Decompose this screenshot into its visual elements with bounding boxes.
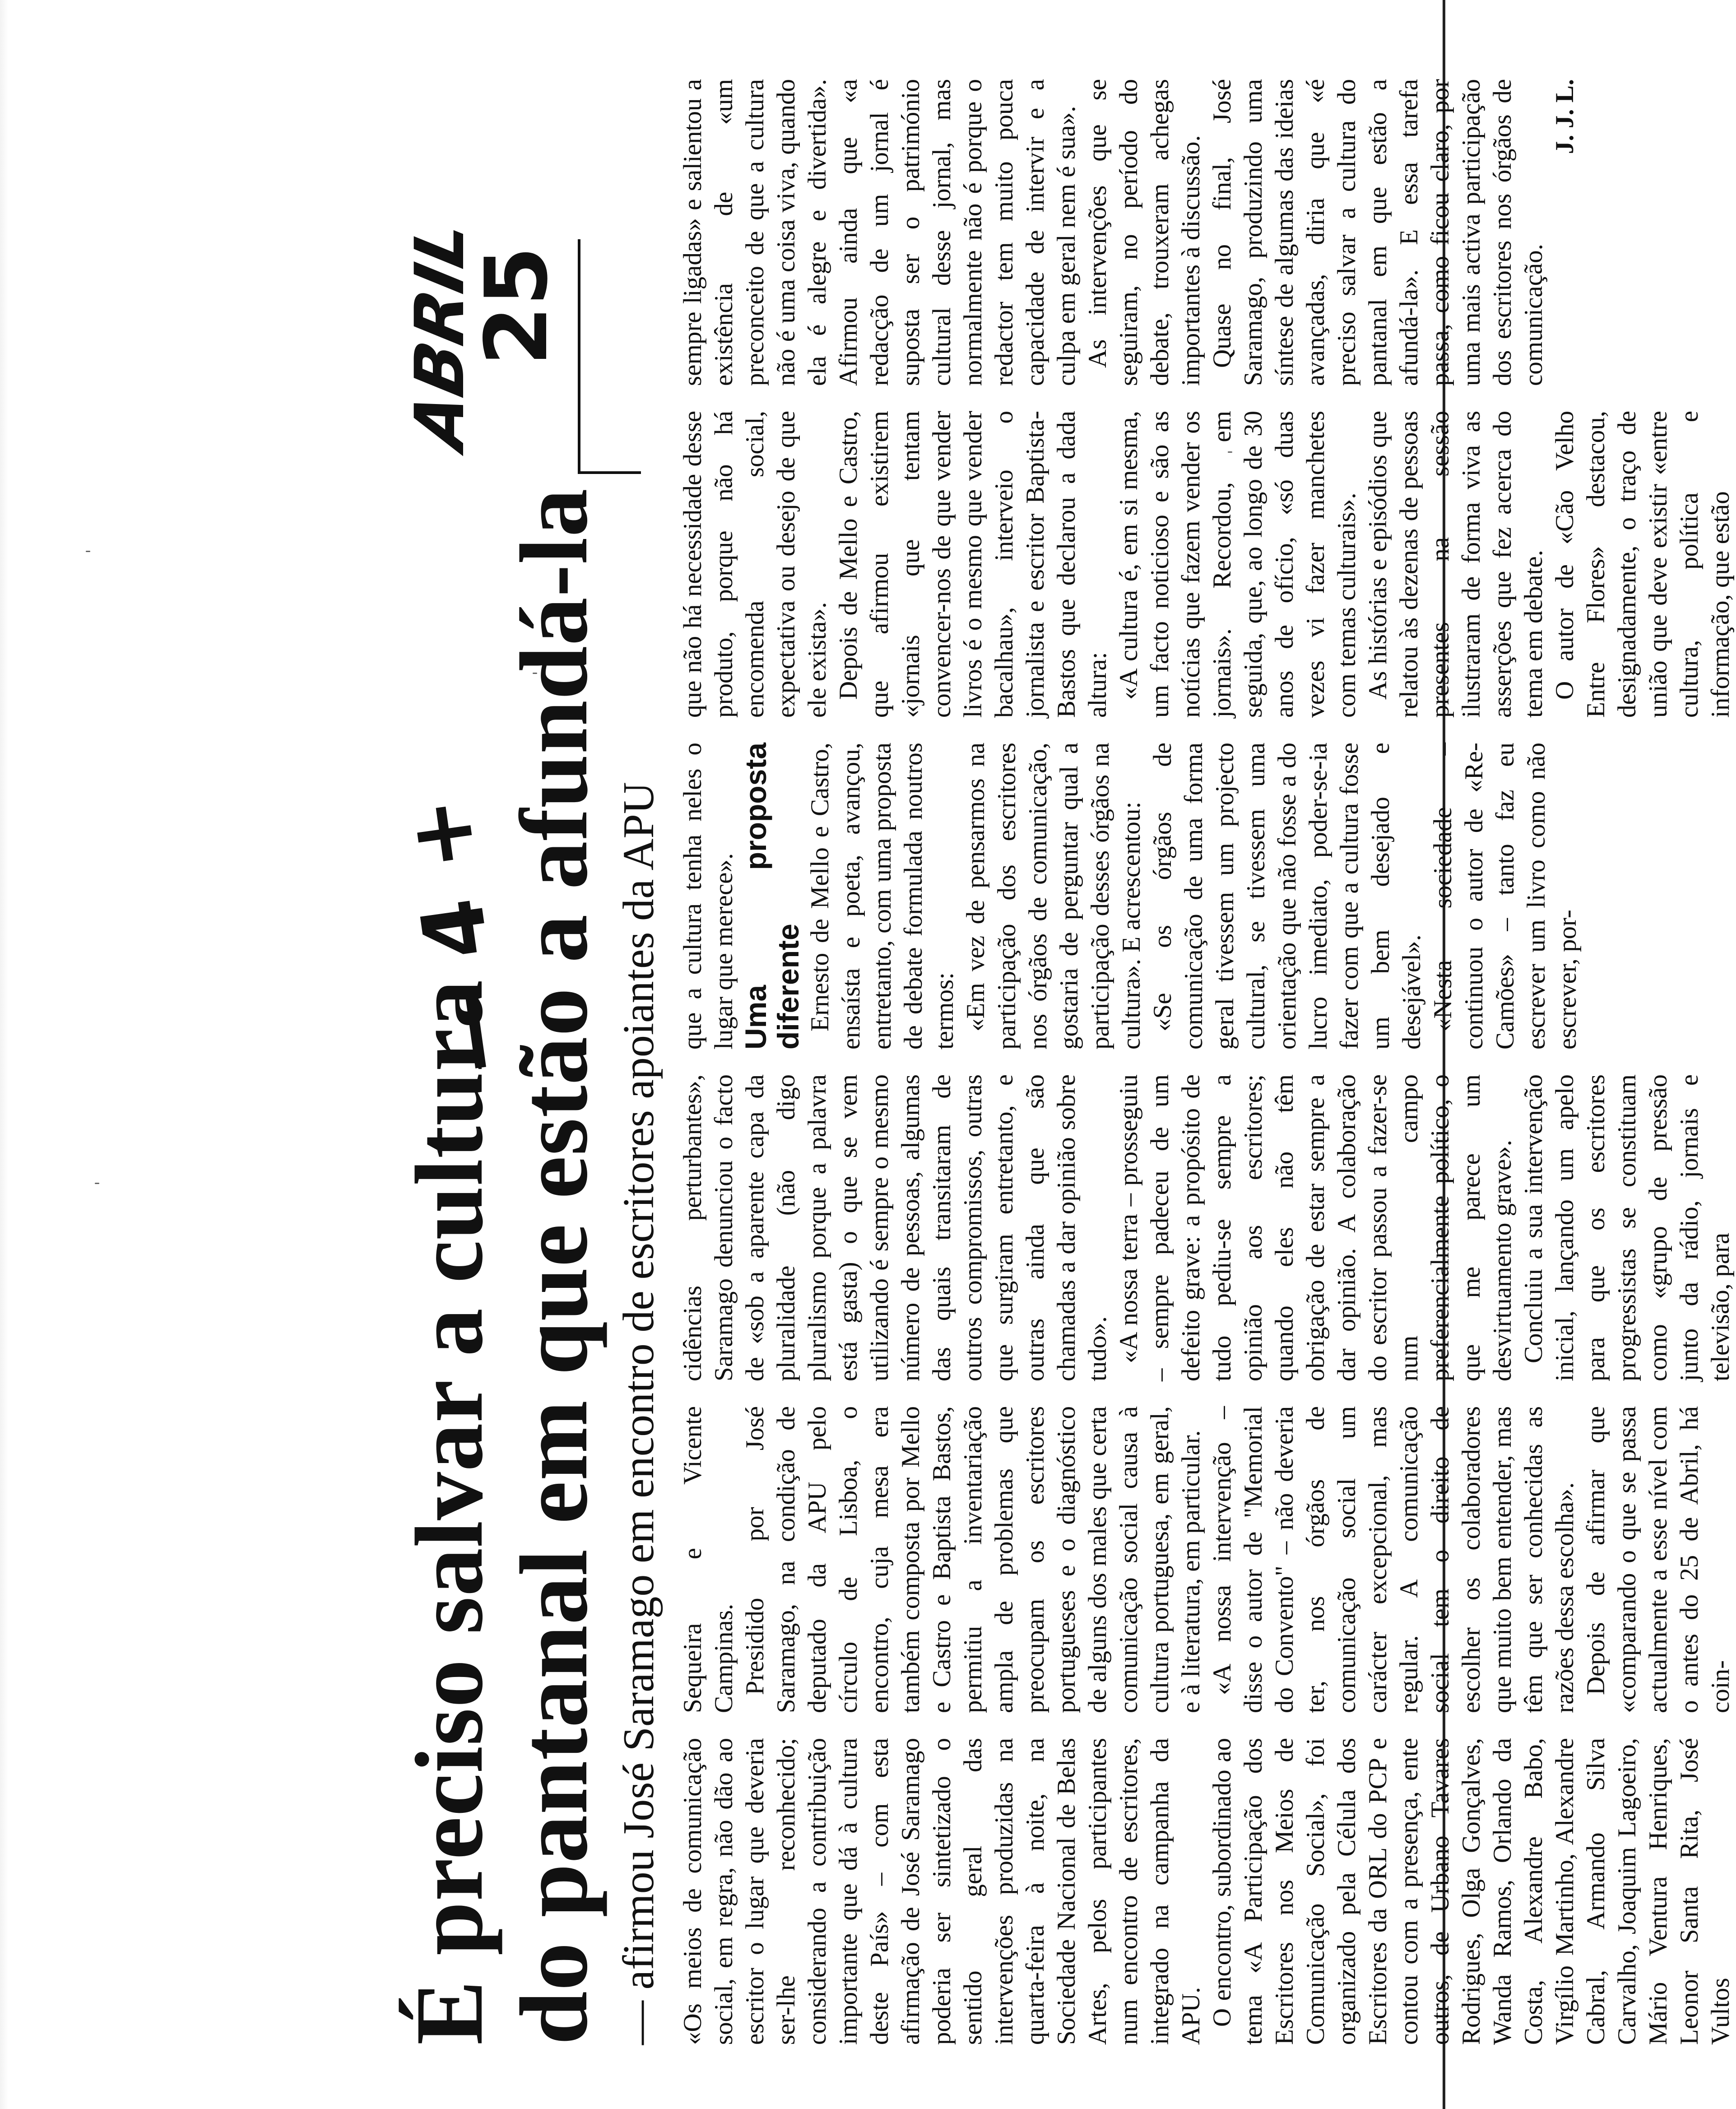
paragraph: Depois de afirmar que «comparando o que se passa actualmente a esse nível com o antes do 25 de Abril, há coin- (1582, 1406, 1735, 1713)
column-2 (677, 1406, 1735, 1713)
paragraph: «Os meios de comunicação social, em regra, não dão ao escritor o lugar que deveria ser-lhe reconhecido; considerando a contribuição importante que dá à cultura deste País» – com esta afirmação de José Saramago poderia ser sintetizado o sentido geral das intervenções produzidas na quarta-feira à noite, na Sociedade Nacional de Belas Artes, pelos participantes num encontro de escritores, integrado na campanha da APU. (678, 1738, 1205, 2045)
stamp-month: ABRIL (401, 214, 479, 455)
paragraph: O encontro, subordinado ao tema «A Participação dos Escritores nos Meios de Comunicação Social», foi organizado pela Célula dos Escritores da ORL do PCP e contou com a presença, ente outros, de Urbano Tavares Rodrigues, Olga Gonçalves, Wanda Ramos, Orlando da Costa, Alexandre Babo, Virgílio Martinho, Alexandre Cabral, Armando Silva Carvalho, Joaquim Lagoeiro, Mário Ventura Henriques, Leonor Santa Rita, José Vultos (1208, 1738, 1735, 2045)
paragraph: Concluiu a sua intervenção inicial, lançando um apelo para que os escritores progressistas se constituam como «grupo de pressão junto da rádio, jornais e televisão, para (1519, 1074, 1735, 1381)
paragraph: Sequeira e Vicente Campinas. (678, 1406, 738, 1713)
section-subtitle: Uma proposta diferente (739, 743, 805, 1050)
paragraph: «A nossa terra – prosseguiu – sempre padeceu de um defeito grave: a propósito de tudo pediu-se sempre a opinião aos escritores; quando eles não têm obrigação de estar sempre a dar opinião. A colaboração do escritor passou a fazer-se num campo preferencialmente político, o que me parece um desvirtuamento grave». (1114, 1074, 1517, 1381)
dust-speck (86, 551, 90, 552)
stamp-rule (578, 239, 580, 474)
paragraph: Quase no final, José Saramago, produzindo uma síntese de algumas das ideias avançadas, diria que «é preciso salvar a cultura do pantanal em que estão a afundá-la». E essa tarefa passa, como ficou claro, por uma mais activa participação dos escritores nos órgãos de comunicação. (1208, 79, 1548, 386)
paragraph: «A nossa intervenção – disse o autor de "Memorial do Convento" – não deveria ter, nos órgãos de comunicação social um carácter excepcional, mas regular. A comunicação social tem o direito de escolher os colaboradores que muito bem entender, mas têm que ser conhecidas as razões dessa escolha». (1208, 1406, 1579, 1713)
column-5 (677, 411, 1735, 718)
paragraph: Depois de Mello e Castro, que afirmou existirem «jornais que tentam convencer-nos de que vender livros é o mesmo que vender bacalhau», interveio o jornalista e escritor Baptista-Bastos que declarou a dada altura: (834, 411, 1112, 718)
paragraph: que não há necessidade desse produto, porque não há encomenda social, expectativa ou desejo de que ele exista». (678, 411, 831, 718)
paragraph: Ernesto de Mello e Castro, ensaísta e poeta, avançou, entretanto, com uma proposta de debate formulada noutros termos: (806, 743, 959, 1050)
column-1 (677, 1738, 1735, 2045)
paragraph: «A cultura é, em si mesma, um facto noticioso e são as notícias que fazem vender os jornais». Recordou, em seguida, que, ao longo de 30 anos de ofício, «só duas vezes vi fazer manchetes com temas culturais». (1114, 411, 1361, 718)
paragraph: sempre ligadas» e salientou a existência de «um preconceito de que a cultura não é uma coisa viva, quando ela é alegre e divertida». Afirmou ainda que «a redacção de um jornal é suposta ser o património cultural desse jornal, mas normalmente não é porque o redactor tem muito pouca capacidade de intervir e a culpa em geral nem é sua». (678, 79, 1081, 386)
paragraph: «Se os órgãos de comunicação de uma forma geral tivessem um projecto cultural, se tivessem uma orientação que não fosse a do lucro imediato, poder-se-ia fazer com que a cultura fosse um bem desejado e desejável». (1148, 743, 1426, 1050)
article-subhead: — afirmou José Saramago em encontro de escritores apoiantes da APU (614, 782, 663, 2045)
column-4 (677, 743, 1582, 1050)
paragraph: As histórias e episódios que relatou às dezenas de pessoas presentes na sessão ilustraram de forma viva as asserções que fez acerca do tema em debate. (1364, 411, 1548, 718)
scan-left-shadow (0, 0, 8, 2109)
article-headline (396, 488, 608, 2045)
handwritten-annotation: — 4 + (387, 791, 525, 1080)
column-6 (677, 79, 1579, 386)
paragraph: «Em vez de pensarmos na participação dos escritores nos órgãos de comunicação, gostaria de perguntar qual a participação desses órgãos na cultura». E acrescentou: (961, 743, 1146, 1050)
paragraph: Presidido por José Saramago, na condição de deputado da APU pelo círculo de Lisboa, o encontro, cuja mesa era também composta por Mello e Castro e Baptista Bastos, permitiu a inventariação ampla de problemas que preocupam os escritores portugueses e o diagnóstico de alguns dos males que certa comunicação social causa à cultura portuguesa, em geral, e à literatura, em particular. (741, 1406, 1205, 1713)
stamp-rule-vertical (578, 471, 641, 474)
headline-line-2: do pantanal em que estão a afundá-la (501, 488, 608, 2045)
author-byline: J. J. L. (1550, 79, 1579, 154)
paragraph: cidências perturbantes», Saramago denunciou o facto de «sob a aparente capa da pluralidade (não digo pluralismo porque a palavra está gasta) o que se vem utilizando é sempre o mesmo número de pessoas, algumas das quais transitaram de outros compromissos, outras que surgiram entretanto, e outras ainda que são chamadas a dar opinião sobre tudo». (678, 1074, 1112, 1381)
paragraph: que a cultura tenha neles o lugar que merece». (678, 743, 738, 1050)
dust-speck (95, 1183, 99, 1184)
newspaper-article (387, 45, 1735, 2076)
paragraph: «Nesta sociedade – continuou o autor de «Re-Camões» – tanto faz eu escrever um livro como não escrever, por- (1429, 743, 1582, 1050)
paragraph: O autor de «Cão Velho Entre Flores» destacou, designadamente, o traço de união que deve existir «entre cultura, política e informação, que estão (1550, 411, 1735, 718)
article-columns (677, 77, 1735, 2045)
headline-line-1: É preciso salvar a cultura (396, 979, 503, 2045)
stamp-day: 25 (467, 246, 566, 366)
paragraph: As intervenções que se seguiram, no período do debate, trouxeram achegas importantes à discussão. (1083, 79, 1205, 386)
column-3 (677, 1074, 1735, 1381)
date-stamp (401, 214, 641, 455)
